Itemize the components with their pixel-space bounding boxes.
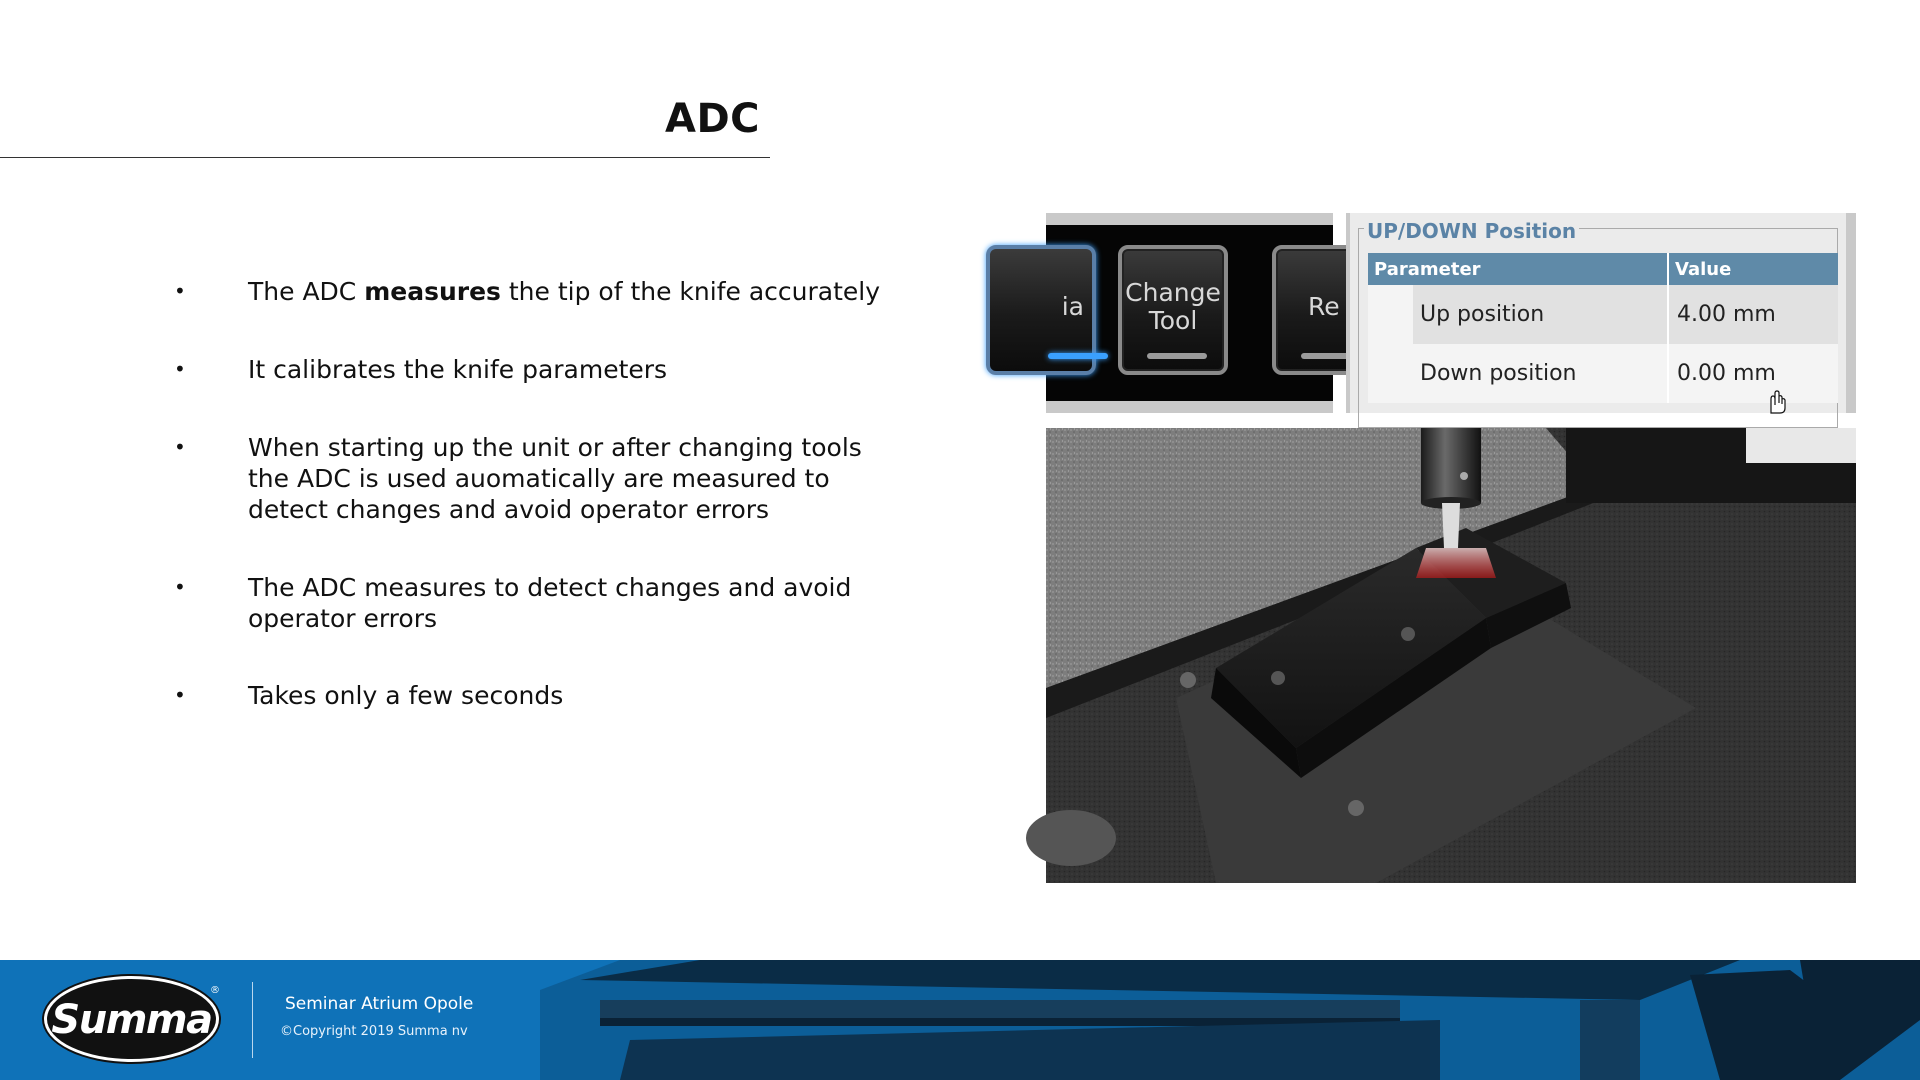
- tool-buttons-screenshot: [1046, 213, 1340, 413]
- footer-divider: [252, 982, 253, 1058]
- param-value: 4.00 mm: [1668, 285, 1838, 344]
- table-header-row: [1368, 253, 1838, 285]
- hand-cursor-icon: [1765, 391, 1789, 415]
- bullet-marker: •: [174, 683, 186, 707]
- bullet-text: It calibrates the knife parameters: [248, 355, 668, 384]
- button-indicator: [1147, 353, 1207, 359]
- bullet-text: Takes only a few seconds: [248, 681, 564, 710]
- bullet-marker: •: [174, 279, 186, 303]
- change-tool-label: Change Tool: [1125, 278, 1221, 335]
- bullet-marker: •: [174, 575, 186, 599]
- param-value: 0.00 mm: [1668, 344, 1838, 403]
- param-name: Down position: [1368, 344, 1668, 403]
- bullet-emphasis: measures: [364, 277, 501, 306]
- summa-logo: [44, 976, 219, 1062]
- column-header-value: Value: [1668, 253, 1838, 285]
- logo-wordmark: Summa: [51, 997, 212, 1043]
- copyright-notice: ©Copyright 2019 Summa nv: [280, 1024, 468, 1039]
- tool-button-strip: [1046, 225, 1340, 401]
- bullet-text: When starting up the unit or after changing tools the ADC is used auomatically are measured to detect changes and avoid operator errors: [248, 433, 862, 524]
- updown-position-screenshot: [1346, 213, 1856, 413]
- table-row: [1368, 285, 1838, 344]
- slide-title-bar: [0, 96, 770, 158]
- adc-sensor-render: [1046, 428, 1856, 883]
- adc-sensor-illustration: [1046, 428, 1856, 883]
- column-header-parameter: Parameter: [1368, 253, 1668, 285]
- parameter-table: [1368, 253, 1838, 403]
- media-button-fragment: ia: [986, 245, 1096, 375]
- groupbox-legend: UP/DOWN Position: [1364, 219, 1579, 243]
- bullet-text: The ADC measures to detect changes and avoid operator errors: [248, 573, 852, 633]
- slide-title: ADC: [664, 96, 760, 142]
- event-name: Seminar Atrium Opole: [285, 994, 474, 1014]
- registered-mark: ®: [210, 985, 220, 996]
- active-indicator: [1048, 353, 1108, 359]
- next-button-fragment: Re: [1272, 245, 1382, 375]
- bullet-marker: •: [174, 357, 186, 381]
- bullet-text: The ADC measures the tip of the knife accurately: [248, 277, 880, 306]
- change-tool-button: [1118, 245, 1228, 375]
- plotter-machine-image: [540, 960, 1920, 1080]
- bullet-marker: •: [174, 435, 186, 459]
- footer-banner: [0, 960, 1920, 1080]
- param-name: Up position: [1368, 285, 1668, 344]
